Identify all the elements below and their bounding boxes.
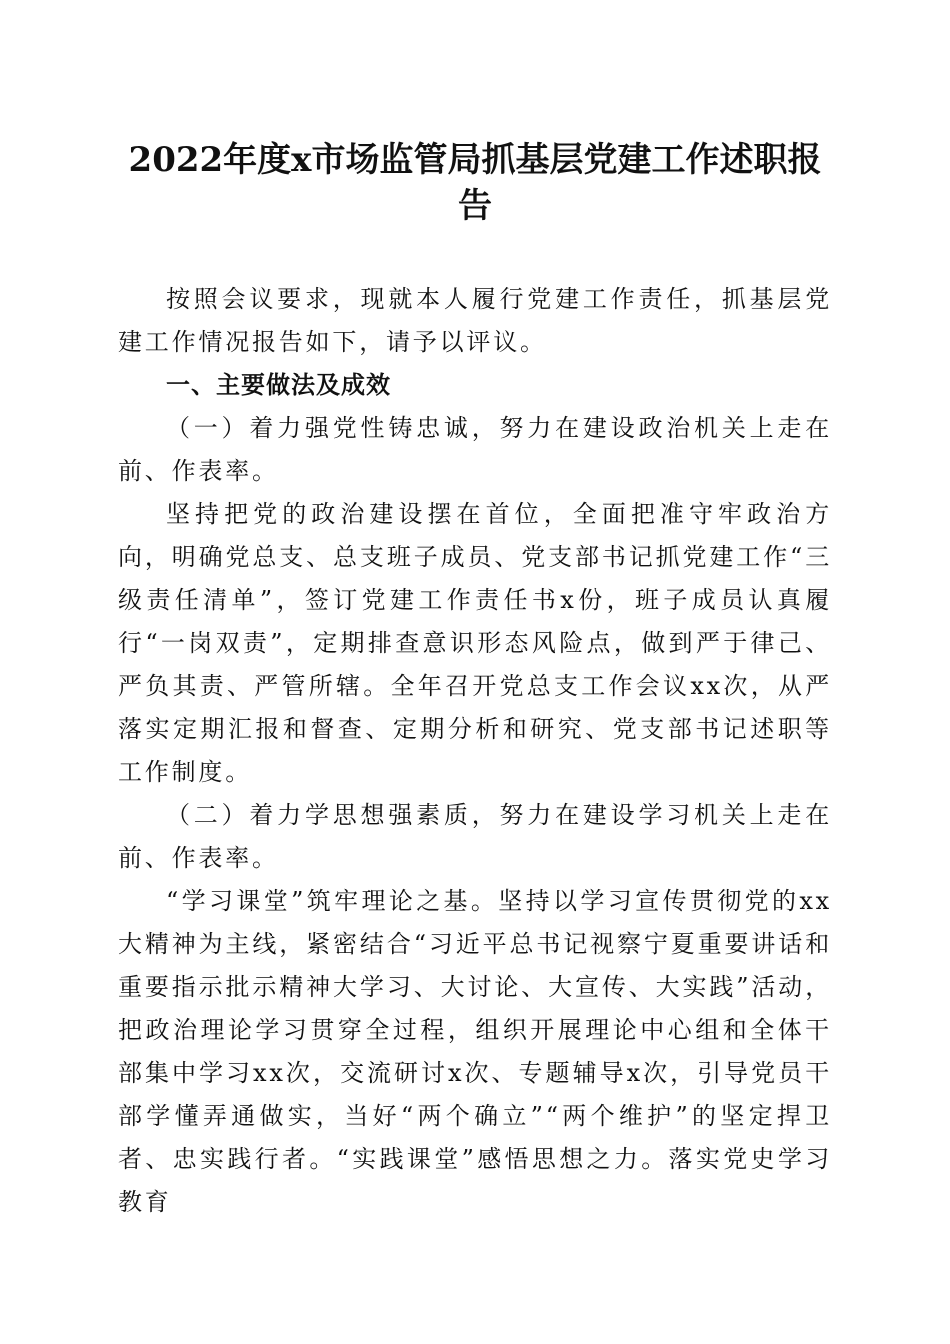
section-heading: 一、主要做法及成效 <box>166 371 391 399</box>
intro-paragraph: 按照会议要求，现就本人履行党建工作责任，抓基层党建工作情况报告如下，请予以评议。 <box>118 285 832 356</box>
document-title: 2022年度x市场监管局抓基层党建工作述职报告 <box>128 140 822 226</box>
body-paragraph: “学习课堂”筑牢理论之基。坚持以学习宣传贯彻党的xx大精神为主线，紧密结合“习近平总书记视察宁夏重要讲话和重要指示批示精神大学习、大讨论、大宣传、大实践”活动，把政治理论学习贯穿全过程，组织开展理论中心组和全体干部集中学习xx次，交流研讨x次、专题辅导x次，引导党员干部学懂弄通做实，当好“两个确立”“两个维护”的坚定捍卫者、忠实践行者。“实践课堂”感悟思想之力。落实党史学习教育 <box>118 887 832 1216</box>
document-body <box>118 278 832 1224</box>
subsection-heading: （一）着力强党性铸忠诚，努力在建设政治机关上走在前、作表率。 <box>118 414 832 485</box>
subsection-heading: （二）着力学思想强素质，努力在建设学习机关上走在前、作表率。 <box>118 801 832 872</box>
body-paragraph: 坚持把党的政治建设摆在首位，全面把准守牢政治方向，明确党总支、总支班子成员、党支部书记抓党建工作“三级责任清单”，签订党建工作责任书x份，班子成员认真履行“一岗双责”，定期排查意识形态风险点，做到严于律己、严负其责、严管所辖。全年召开党总支工作会议xx次，从严落实定期汇报和督查、定期分析和研究、党支部书记述职等工作制度。 <box>118 500 832 786</box>
